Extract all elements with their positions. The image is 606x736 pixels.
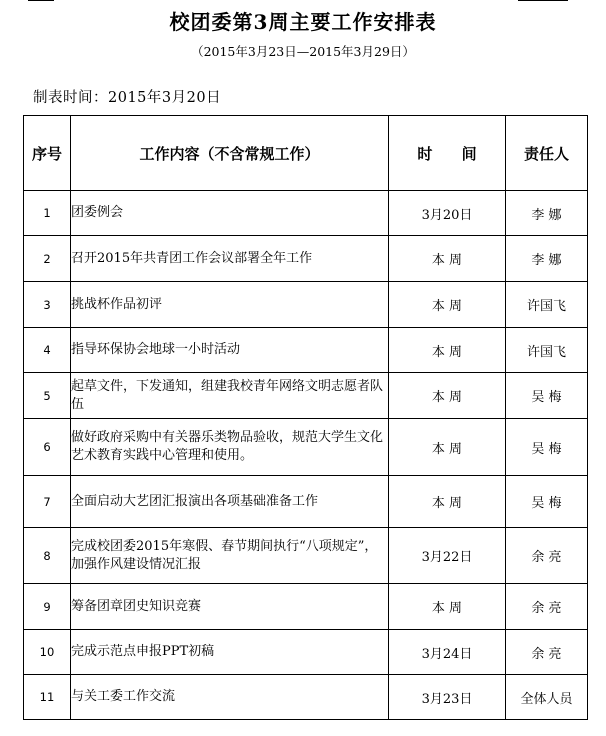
table-row (24, 584, 588, 630)
column-header-no: 序号 (24, 116, 71, 191)
row-content: 完成示范点申报PPT初稿 (71, 630, 389, 675)
row-content: 筹备团章团史知识竞赛 (71, 584, 389, 630)
row-person: 李 娜 (506, 191, 588, 236)
table-row (24, 328, 588, 373)
row-time: 本 周 (389, 282, 506, 328)
row-time: 3月23日 (389, 675, 506, 720)
row-person: 余 亮 (506, 528, 588, 584)
row-number: 1 (24, 191, 71, 236)
row-time: 本 周 (389, 236, 506, 282)
table-row (24, 528, 588, 584)
row-number: 7 (24, 476, 71, 528)
column-header-time-label: 时 间 (417, 144, 489, 163)
table-row (24, 236, 588, 282)
row-content: 起草文件，下发通知，组建我校青年网络文明志愿者队伍 (71, 373, 389, 419)
table-row (24, 630, 588, 675)
row-number: 11 (24, 675, 71, 720)
row-person: 全体人员 (506, 675, 588, 720)
row-content: 挑战杯作品初评 (71, 282, 389, 328)
row-number: 9 (24, 584, 71, 630)
row-content: 团委例会 (71, 191, 389, 236)
row-number: 3 (24, 282, 71, 328)
table-row (24, 282, 588, 328)
row-content: 做好政府采购中有关器乐类物品验收，规范大学生文化艺术教育实践中心管理和使用。 (71, 419, 389, 476)
row-content: 完成校团委2015年寒假、春节期间执行“八项规定”，加强作风建设情况汇报 (71, 528, 389, 584)
top-border-fragment-left (28, 0, 54, 1)
row-time: 3月22日 (389, 528, 506, 584)
row-person: 吴 梅 (506, 373, 588, 419)
row-number: 4 (24, 328, 71, 373)
row-person: 李 娜 (506, 236, 588, 282)
row-time: 本 周 (389, 328, 506, 373)
row-time: 本 周 (389, 584, 506, 630)
page-title: 校团委第3周主要工作安排表 (169, 10, 437, 34)
row-time: 3月24日 (389, 630, 506, 675)
row-person: 吴 梅 (506, 476, 588, 528)
row-content: 与关工委工作交流 (71, 675, 389, 720)
row-number: 5 (24, 373, 71, 419)
row-number: 10 (24, 630, 71, 675)
table-row (24, 675, 588, 720)
row-person: 余 亮 (506, 630, 588, 675)
row-number: 8 (24, 528, 71, 584)
table-header-row (24, 116, 588, 191)
made-time-label: 制表时间：2015年3月20日 (33, 90, 222, 106)
row-number: 6 (24, 419, 71, 476)
work-schedule-table (23, 115, 588, 720)
table-row (24, 476, 588, 528)
row-person: 余 亮 (506, 584, 588, 630)
table-row (24, 419, 588, 476)
row-person: 许国飞 (506, 282, 588, 328)
row-time: 本 周 (389, 419, 506, 476)
row-person: 许国飞 (506, 328, 588, 373)
row-time: 3月20日 (389, 191, 506, 236)
row-time: 本 周 (389, 476, 506, 528)
row-person: 吴 梅 (506, 419, 588, 476)
top-border-fragment-right (518, 0, 568, 1)
column-header-person: 责任人 (506, 116, 588, 191)
date-range-subtitle: （2015年3月23日—2015年3月29日） (191, 44, 415, 59)
row-time: 本 周 (389, 373, 506, 419)
table-row (24, 373, 588, 419)
column-header-content: 工作内容（不含常规工作） (71, 116, 389, 191)
table-row (24, 191, 588, 236)
column-header-time (389, 116, 506, 191)
row-content: 全面启动大艺团汇报演出各项基础准备工作 (71, 476, 389, 528)
row-number: 2 (24, 236, 71, 282)
row-content: 指导环保协会地球一小时活动 (71, 328, 389, 373)
row-content: 召开2015年共青团工作会议部署全年工作 (71, 236, 389, 282)
